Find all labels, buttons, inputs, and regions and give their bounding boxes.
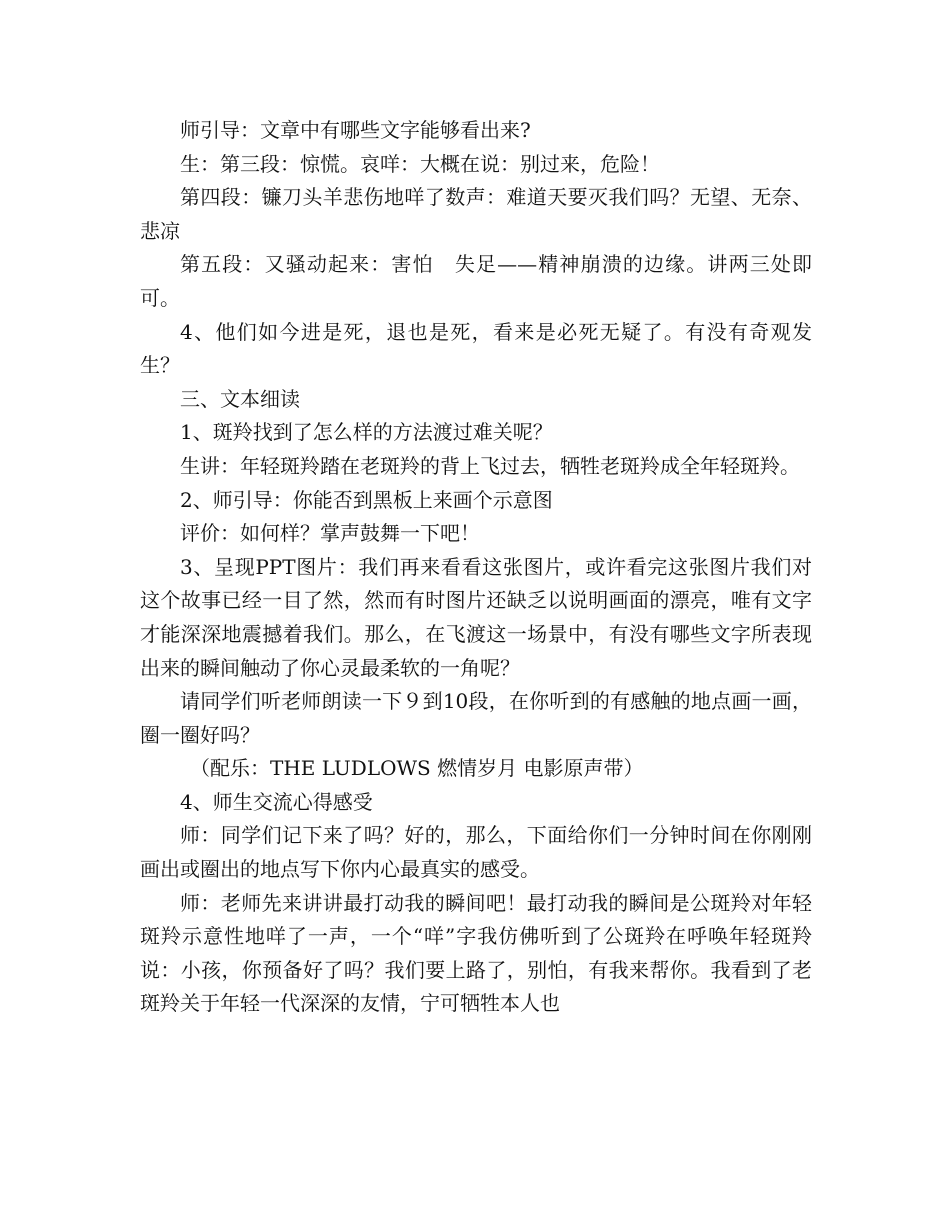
paragraph-reading-instruction: 请同学们听老师朗读一下９到10段，在你听到的有感触的地点画一画，圈一圈好吗？ — [140, 689, 812, 747]
paragraph-exchange-feelings: 4、师生交流心得感受 — [180, 789, 373, 814]
paragraph-evaluation: 评价：如何样？掌声鼓舞一下吧！ — [180, 521, 480, 546]
paragraph-question-4: 4、他们如今进是死，退也是死，看来是必死无疑了。有没有奇观发生？ — [140, 319, 812, 378]
paragraph-question-1: 1、斑羚找到了怎么样的方法渡过难关呢？ — [180, 420, 553, 445]
paragraph-teacher-guide-1: 师引导：文章中有哪些文字能够看出来? — [180, 118, 531, 142]
paragraph-ppt-picture: 3、呈现PPT图片：我们再来看看这张图片，或许看完这张图片我们对这个故事已经一目了然，然而有时图片还缺乏以说明画面的漂亮，唯有文字才能深深地震撼着我们。那么，在飞渡这一场景中，有没有哪些文字所表现出来的瞬间触动了你心灵最柔软的一角呢？ — [140, 554, 812, 680]
paragraph-fifth-section: 第五段：又骚动起来：害怕 失足——精神崩溃的边缘。讲两三处即可。 — [140, 252, 812, 310]
paragraph-teacher-moving-moment: 师：老师先来讲讲最打动我的瞬间吧！最打动我的瞬间是公斑羚对年轻斑羚示意性地咩了一声，一个“咩”字我仿佛听到了公斑羚在呼唤年轻斑羚说：小孩，你预备好了吗？我们要上路了，别怕，有我来帮你。我看到了老斑羚关于年轻一代深深的友情，宁可牺牲本人也 — [140, 890, 812, 1016]
paragraph-student-third-section: 生：第三段：惊慌。哀咩：大概在说：别过来，危险！ — [180, 151, 660, 176]
paragraph-fourth-section: 第四段：镰刀头羊悲伤地咩了数声：难道天要灭我们吗？无望、无奈、悲凉 — [140, 185, 812, 243]
paragraph-teacher-one-minute: 师：同学们记下来了吗？好的，那么，下面给你们一分钟时间在你刚刚画出或圈出的地点写下你内心最真实的感受。 — [140, 823, 812, 882]
document-body — [140, 114, 812, 1021]
paragraph-student-explains: 生讲：年轻斑羚踏在老斑羚的背上飞过去，牺牲老斑羚成全年轻斑羚。 — [180, 453, 800, 478]
paragraph-background-music: （配乐：THE LUDLOWS 燃情岁月 电影原声带） — [190, 756, 644, 781]
paragraph-teacher-guide-2: 2、师引导：你能否到黑板上来画个示意图 — [180, 487, 553, 512]
section-heading-close-reading: 三、文本细读 — [180, 386, 300, 411]
